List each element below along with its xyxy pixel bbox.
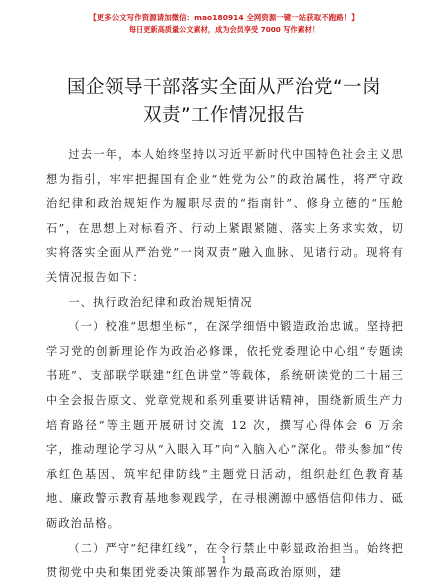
page-number: 1	[221, 556, 227, 566]
section-heading: 一、执行政治纪律和政治规矩情况	[68, 295, 253, 309]
intro-paragraph: 过去一年，本人始终坚持以习近平新时代中国特色社会主义思想为指引，牢牢把握国有企业“姓党为公”的政治属性，将严守政治纪律和政治规矩作为履职尽责的“指南针”、修身立德的“压舱石”，在思想上对标看齐、行动上紧跟紧随、落实上务求实效，切实将落实全面从严治党“一岗双责”融入血脉、见诸行动。现将有关情况报告如下：	[46, 148, 404, 284]
document-title: 国企领导干部落实全面从严治党“一岗双责”工作情况报告	[66, 77, 382, 126]
document-body	[46, 143, 404, 586]
body-paragraph-2: （二）严守“纪律红线”，在令行禁止中彰显政治担当。始终把贯彻党中央和集团党委决策部署作为最高政治原则，建	[46, 541, 404, 580]
body-paragraph-1: （一）校准“思想坐标”，在深学细悟中锻造政治忠诚。坚持把学习党的创新理论作为政治必修课，依托党委理论中心组“专题读书班”、支部联学联建“红色讲堂”等载体，系统研读党的二十届三中全会报告原文、党章党规和系列重要讲话精神，围绕新质生产力培育路径”等主题开展研讨交流 12 次，撰写心得体会 6 万余字，推动理论学习从“入眼入耳”向“入脑入心”深化。带头参加“传承红色基因、筑牢纪律防线”主题党日活动，组织赴红色教育基地、廉政警示教育基地参观践学，在寻根溯源中感悟信仰伟力、砥砺政治品格。	[46, 320, 404, 530]
promo-banner-line-1: 【更多公文写作资源请加微信：mao180914 全网资源一键一站获取不跑路！】	[89, 13, 359, 22]
promo-banner-line-2: 每日更新高质量公文素材，成为会员享受 7000 写作素材！	[128, 25, 320, 34]
